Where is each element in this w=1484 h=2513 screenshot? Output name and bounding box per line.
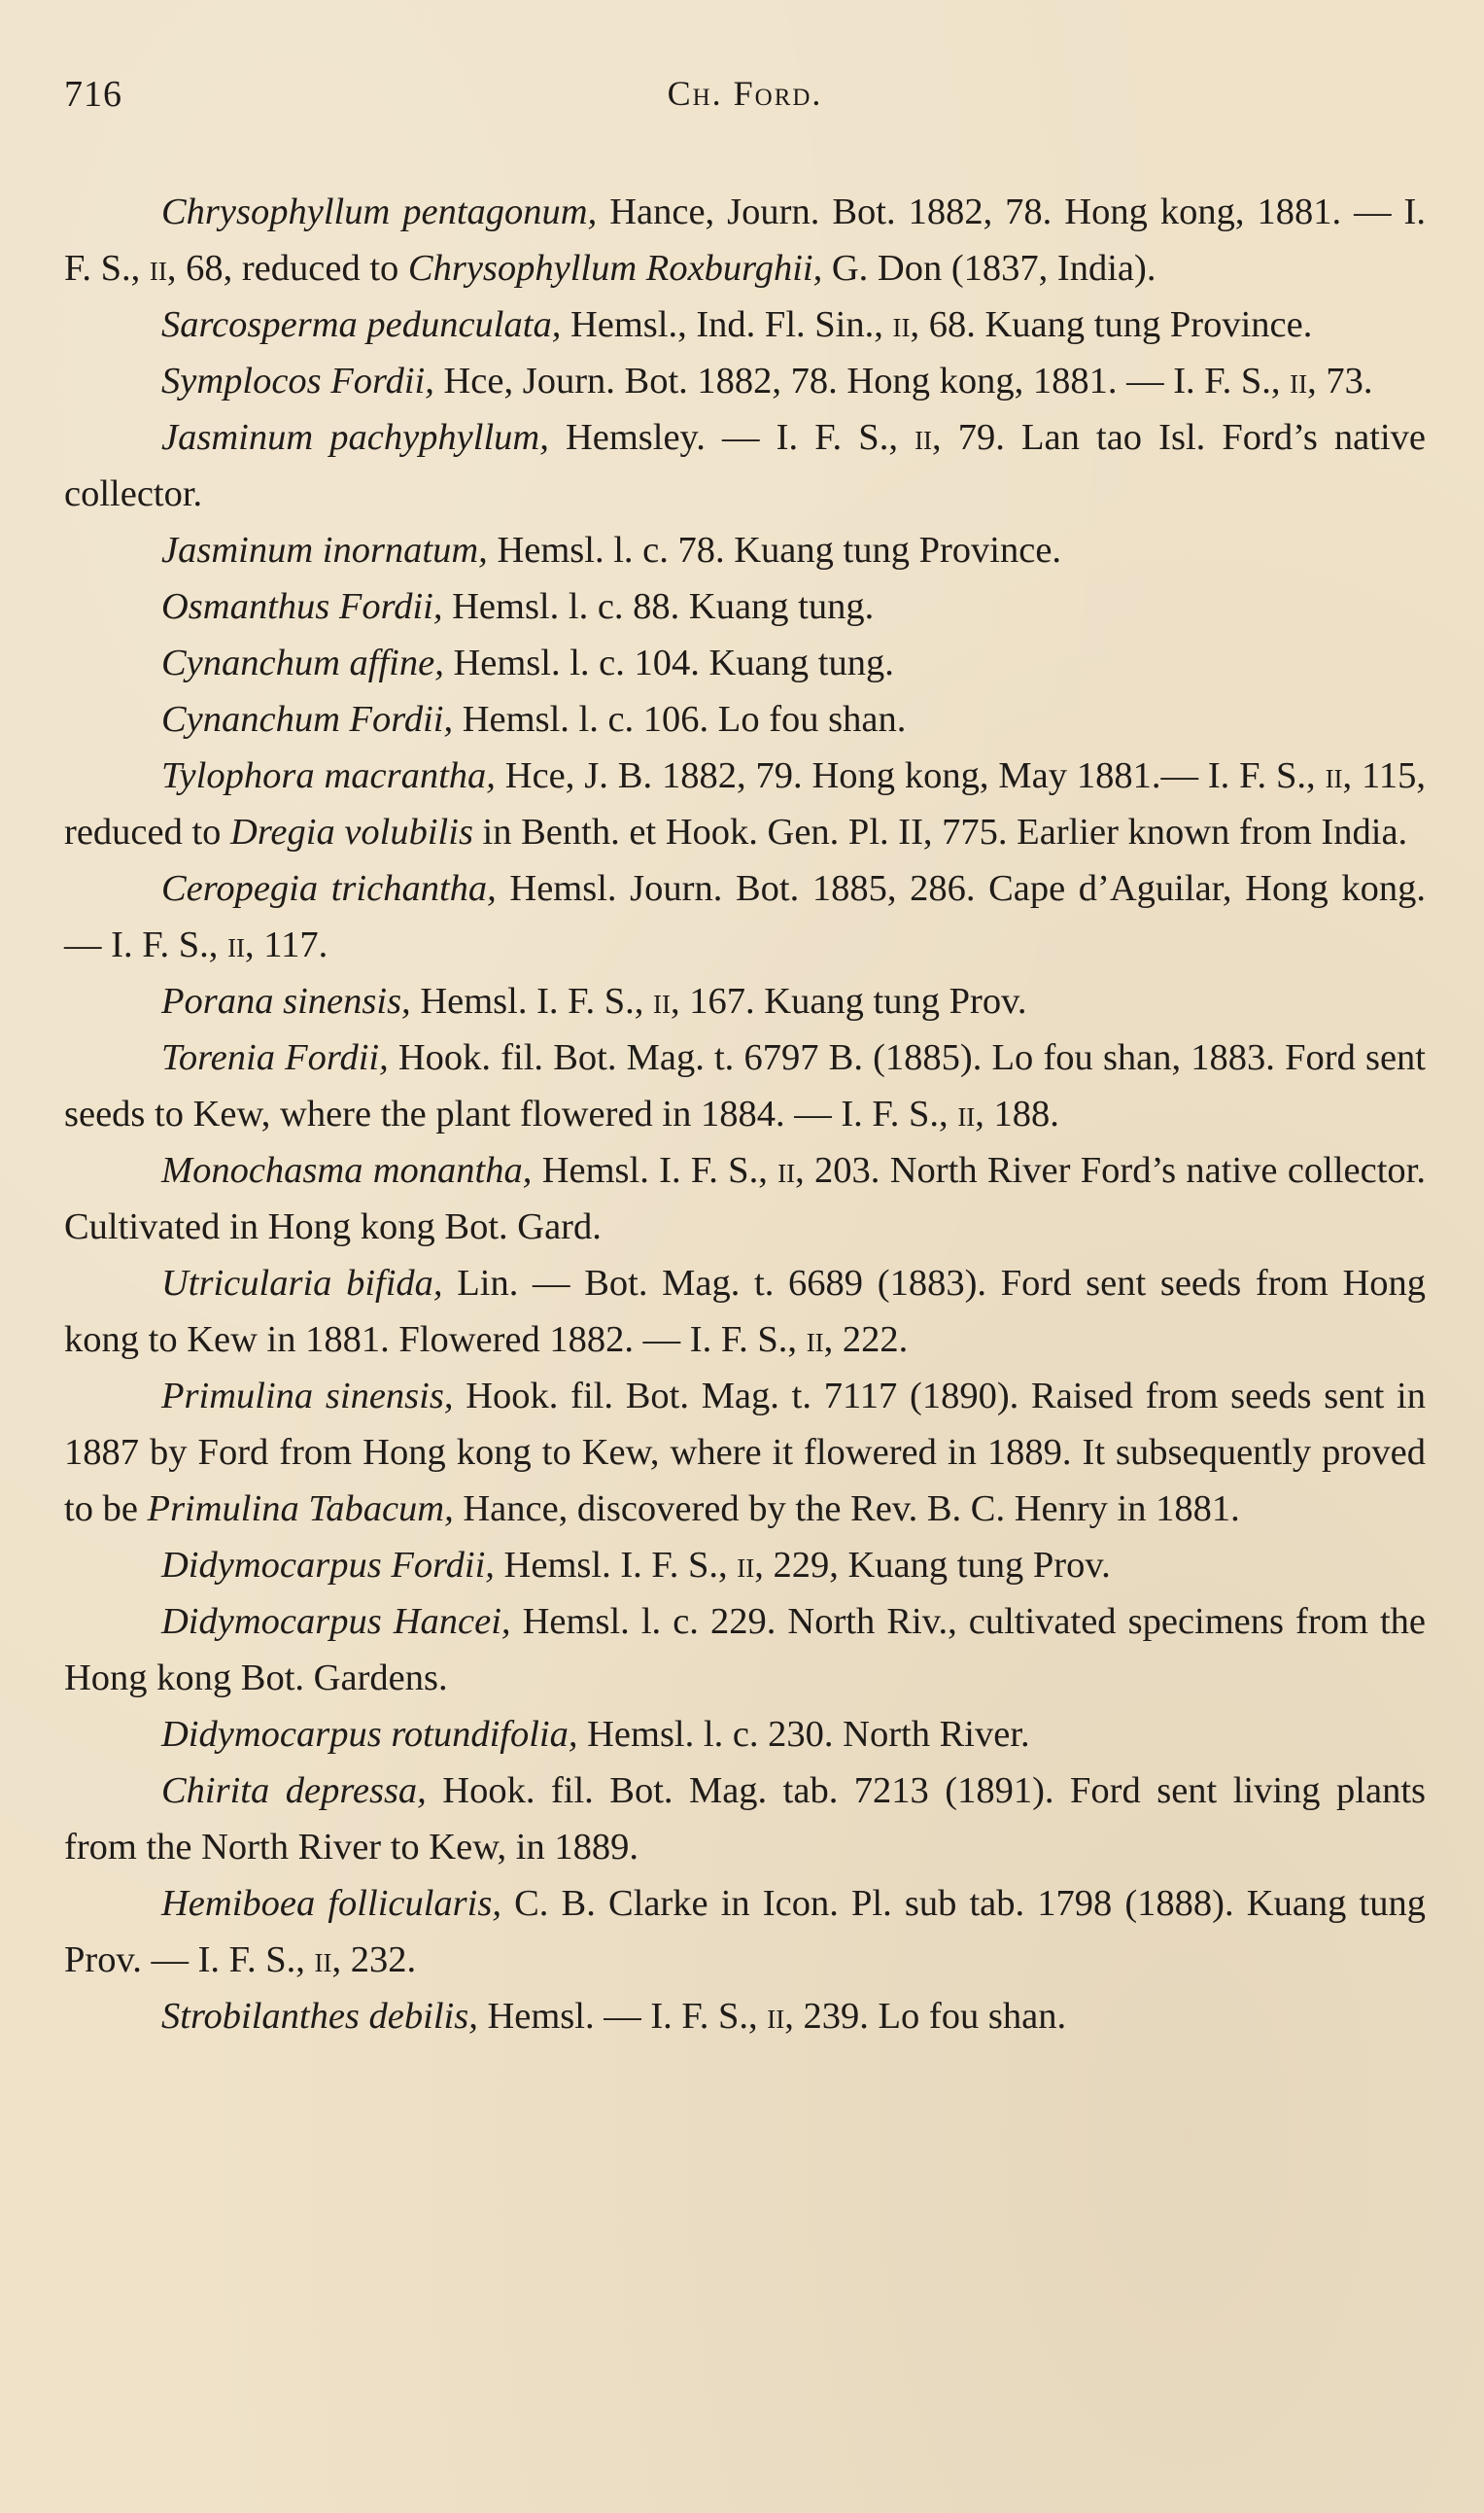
list-item xyxy=(64,409,1426,522)
volume-number: ii xyxy=(892,304,911,345)
entry-text: Hce, J. B. 1882, 79. Hong kong, May 1881.— I. F. S., xyxy=(495,755,1326,796)
list-item xyxy=(64,973,1426,1030)
entry-text: , 203. North River Ford’s native collector. Cultivated in Hong kong Bot. Gard. xyxy=(64,1150,1426,1247)
species-name: Chrysophyllum pentagonum, xyxy=(161,192,598,232)
species-name: Sarcosperma pedunculata, xyxy=(161,304,562,345)
species-name: Jasminum inornatum, xyxy=(161,530,488,571)
entry-text: , 239. Lo fou shan. xyxy=(784,1996,1067,2037)
species-name: Torenia Fordii, xyxy=(161,1037,389,1078)
entry-text: Hemsl. l. c. 106. Lo fou shan. xyxy=(453,699,907,740)
entry-text: Hemsl. l. c. 104. Kuang tung. xyxy=(443,643,894,683)
species-name: Didymocarpus rotundifolia, xyxy=(161,1714,578,1755)
volume-number: ii xyxy=(149,248,167,289)
volume-number: ii xyxy=(777,1150,796,1191)
volume-number: ii xyxy=(1325,755,1343,796)
entry-text: Hemsl. l. c. 88. Kuang tung. xyxy=(442,586,875,627)
list-item xyxy=(64,691,1426,748)
species-name: Monochasma monantha, xyxy=(161,1150,533,1191)
entry-text: G. Don (1837, India). xyxy=(822,248,1156,289)
list-item xyxy=(64,1142,1426,1255)
page-number: 716 xyxy=(64,74,122,115)
list-item xyxy=(64,1368,1426,1537)
entry-text: Hemsley. — I. F. S., xyxy=(548,417,915,458)
volume-number: ii xyxy=(806,1319,824,1360)
entry-text: , 73. xyxy=(1307,361,1373,401)
list-item xyxy=(64,1030,1426,1142)
entry-text: Lin. — Bot. Mag. t. 6689 (1883). Ford sent seeds from Hong kong to Kew in 1881. Flowered 1882. — I. F. S., xyxy=(64,1263,1426,1360)
list-item xyxy=(64,748,1426,860)
entry-text: , 229, Kuang tung Prov. xyxy=(754,1545,1111,1586)
list-item xyxy=(64,1988,1426,2044)
running-head: Ch. Ford. xyxy=(667,74,823,113)
species-name: Hemiboea follicularis, xyxy=(161,1883,501,1924)
page-header xyxy=(64,73,1426,141)
entry-text: , 222. xyxy=(823,1319,909,1360)
species-name: Chirita depressa, xyxy=(161,1770,427,1811)
species-name: Osmanthus Fordii, xyxy=(161,586,443,627)
entry-text: in Benth. et Hook. Gen. Pl. II, 775. Earlier known from India. xyxy=(472,812,1408,853)
entry-text: Hemsl. l. c. 78. Kuang tung Province. xyxy=(487,530,1062,571)
entry-text: , 188. xyxy=(975,1094,1059,1134)
entry-text: Hemsl. Journ. Bot. 1885, 286. Cape d’Aguilar, Hong kong. — I. F. S., xyxy=(64,868,1426,965)
list-item xyxy=(64,635,1426,691)
synonym-name: Primulina Tabacum, xyxy=(147,1488,454,1529)
entry-text: Hook. fil. Bot. Mag. tab. 7213 (1891). Ford sent living plants from the North River to Kew, in 1889. xyxy=(64,1770,1426,1867)
species-name: Porana sinensis, xyxy=(161,981,411,1022)
volume-number: ii xyxy=(227,925,246,965)
entry-text: Hemsl. l. c. 230. North River. xyxy=(577,1714,1030,1755)
entry-text: Hemsl. — I. F. S., xyxy=(477,1996,768,2037)
list-item xyxy=(64,1593,1426,1706)
entry-text: Hemsl. I. F. S., xyxy=(410,981,654,1022)
entry-text: Hemsl. I. F. S., xyxy=(494,1545,738,1586)
list-item xyxy=(64,1255,1426,1368)
species-name: Tylophora macrantha, xyxy=(161,755,496,796)
species-name: Symplocos Fordii, xyxy=(161,361,434,401)
list-item xyxy=(64,1706,1426,1763)
species-name: Cynanchum affine, xyxy=(161,643,444,683)
entry-text: , 115, reduced to xyxy=(64,755,1426,853)
species-name: Ceropegia trichantha, xyxy=(161,868,497,909)
species-name: Jasminum pachyphyllum, xyxy=(161,417,549,458)
list-item xyxy=(64,1875,1426,1988)
volume-number: ii xyxy=(915,417,933,458)
entry-text: , 167. Kuang tung Prov. xyxy=(671,981,1027,1022)
list-item xyxy=(64,1537,1426,1593)
list-item xyxy=(64,184,1426,297)
list-item xyxy=(64,578,1426,635)
species-list xyxy=(64,184,1426,2044)
entry-text: , 232. xyxy=(331,1939,417,1980)
synonym-name: Chrysophyllum Roxburghii, xyxy=(407,248,823,289)
species-name: Didymocarpus Hancei, xyxy=(161,1601,511,1642)
list-item xyxy=(64,860,1426,973)
volume-number: ii xyxy=(767,1996,785,2037)
list-item xyxy=(64,297,1426,353)
list-item xyxy=(64,522,1426,578)
volume-number: ii xyxy=(957,1094,976,1134)
species-name: Cynanchum Fordii, xyxy=(161,699,454,740)
list-item xyxy=(64,1763,1426,1875)
entry-text: Hook. fil. Bot. Mag. t. 7117 (1890). Raised from seeds sent in 1887 by Ford from Hong kong to Kew, where it flowered in 1889. It subsequently proved to be xyxy=(64,1376,1426,1529)
synonym-name: Dregia volubilis xyxy=(230,812,473,853)
volume-number: ii xyxy=(1290,361,1308,401)
entry-text: Hook. fil. Bot. Mag. t. 6797 B. (1885). Lo fou shan, 1883. Ford sent seeds to Kew, where the plant flowered in 1884. — I. F. S., xyxy=(64,1037,1426,1134)
entry-text: , 79. Lan tao Isl. Ford’s native collector. xyxy=(64,417,1426,514)
entry-text: Hance, Journ. Bot. 1882, 78. Hong kong, 1881. — I. F. S., xyxy=(64,192,1427,289)
volume-number: ii xyxy=(314,1939,332,1980)
list-item xyxy=(64,353,1426,409)
entry-text: Hemsl. l. c. 229. North Riv., cultivated specimens from the Hong kong Bot. Gardens. xyxy=(64,1601,1426,1698)
entry-text: Hce, Journ. Bot. 1882, 78. Hong kong, 1881. — I. F. S., xyxy=(433,361,1291,401)
entry-text: , 117. xyxy=(245,925,328,965)
species-name: Utricularia bifida, xyxy=(161,1263,443,1304)
entry-text: , 68, reduced to xyxy=(166,248,408,289)
species-name: Primulina sinensis, xyxy=(161,1376,454,1416)
entry-text: Hemsl., Ind. Fl. Sin., xyxy=(561,304,893,345)
entry-text: Hemsl. I. F. S., xyxy=(532,1150,778,1191)
entry-text: , 68. Kuang tung Province. xyxy=(910,304,1313,345)
species-name: Didymocarpus Fordii, xyxy=(161,1545,495,1586)
volume-number: ii xyxy=(737,1545,755,1586)
species-name: Strobilanthes debilis, xyxy=(161,1996,478,2037)
entry-text: C. B. Clarke in Icon. Pl. sub tab. 1798 (1888). Kuang tung Prov. — I. F. S., xyxy=(64,1883,1426,1980)
entry-text: Hance, discovered by the Rev. B. C. Henry in 1881. xyxy=(453,1488,1240,1529)
volume-number: ii xyxy=(653,981,672,1022)
